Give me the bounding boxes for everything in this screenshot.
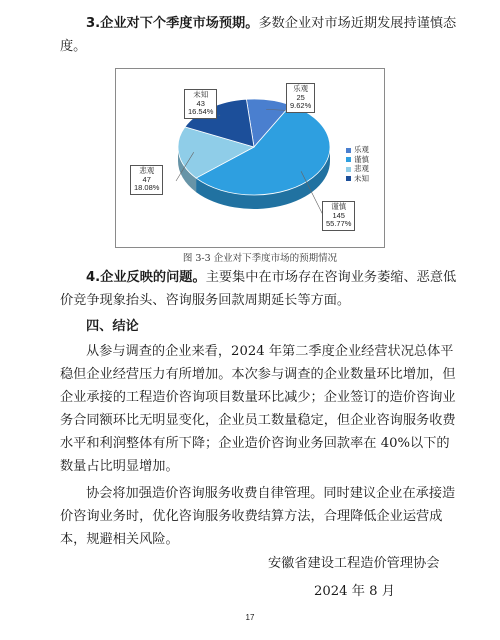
callout-jinshen-percent: 55.77% (326, 219, 352, 229)
callout-weizhi-value: 43 (196, 98, 205, 108)
legend-swatch (346, 157, 351, 162)
callout-leguan-value: 25 (296, 92, 305, 102)
legend-label: 谨慎 (354, 154, 369, 164)
section3-paragraph (60, 12, 460, 58)
callout-weizhi (184, 89, 217, 119)
conclusion-paragraph-1: 从参与调查的企业来看，2024 年第二季度企业经营状况总体平稳但企业经营压力有所增加。本次参与调查的企业数量环比增加，但企业承接的工程造价咨询项目数量环比减少；企业签订的造价咨询业务合同额环比无明显变化，企业员工数量稳定，但企业咨询服务收费水平和利润整体有所下降；企业造价咨询业务回款率在 40%以下的数量占比明显增加。 (60, 344, 456, 474)
chart-legend (346, 145, 369, 183)
callout-leguan-label: 乐观 (293, 84, 309, 93)
callout-jinshen-label: 谨慎 (331, 202, 347, 211)
callout-leguan-percent: 9.62% (290, 101, 312, 111)
callout-jinshen (322, 201, 355, 231)
conclusion-heading: 四、结论 (86, 319, 139, 334)
callout-beiguan-value: 47 (142, 174, 151, 184)
legend-swatch (346, 148, 351, 153)
callout-weizhi-percent: 16.54% (188, 107, 214, 117)
legend-label: 乐观 (354, 145, 369, 154)
legend-swatch (346, 167, 351, 172)
conclusion-paragraph-2: 协会将加强造价咨询服务收费自律管理。同时建议企业在承接造价咨询业务时，优化咨询服务收费结算方法，合理降低企业运营成本，规避相关风险。 (60, 486, 456, 547)
callout-weizhi-label: 未知 (193, 90, 209, 99)
callout-beiguan (130, 165, 163, 195)
legend-item (346, 145, 369, 155)
callout-leguan (286, 83, 315, 113)
signature-date: 2024 年 8 月 (314, 584, 395, 599)
page-number: 17 (245, 613, 255, 622)
section4-paragraph (60, 266, 460, 312)
callout-jinshen-value: 145 (332, 210, 345, 220)
section3-heading: 3.企业对下个季度市场预期。 (86, 16, 259, 31)
legend-item (346, 164, 369, 174)
signature-org: 安徽省建设工程造价管理协会 (268, 556, 440, 571)
callout-beiguan-percent: 18.08% (134, 183, 160, 193)
callout-beiguan-label: 悲观 (139, 166, 155, 175)
legend-swatch (346, 176, 351, 181)
legend-label: 悲观 (354, 164, 369, 173)
legend-label: 未知 (354, 173, 369, 183)
figure-caption: 图 3-3 企业对下季度市场的预期情况 (182, 253, 338, 264)
section4-heading: 4.企业反映的问题。 (86, 270, 206, 285)
legend-item (346, 174, 369, 184)
pie-chart-figure (115, 68, 385, 248)
section3-text: 多数企业对市场近期发展持谨慎态度。 (60, 16, 457, 54)
legend-item (346, 155, 369, 165)
section4-text: 主要集中在市场存在咨询业务萎缩、恶意低价竞争现象抬头、咨询服务回款周期延长等方面。 (60, 270, 457, 308)
